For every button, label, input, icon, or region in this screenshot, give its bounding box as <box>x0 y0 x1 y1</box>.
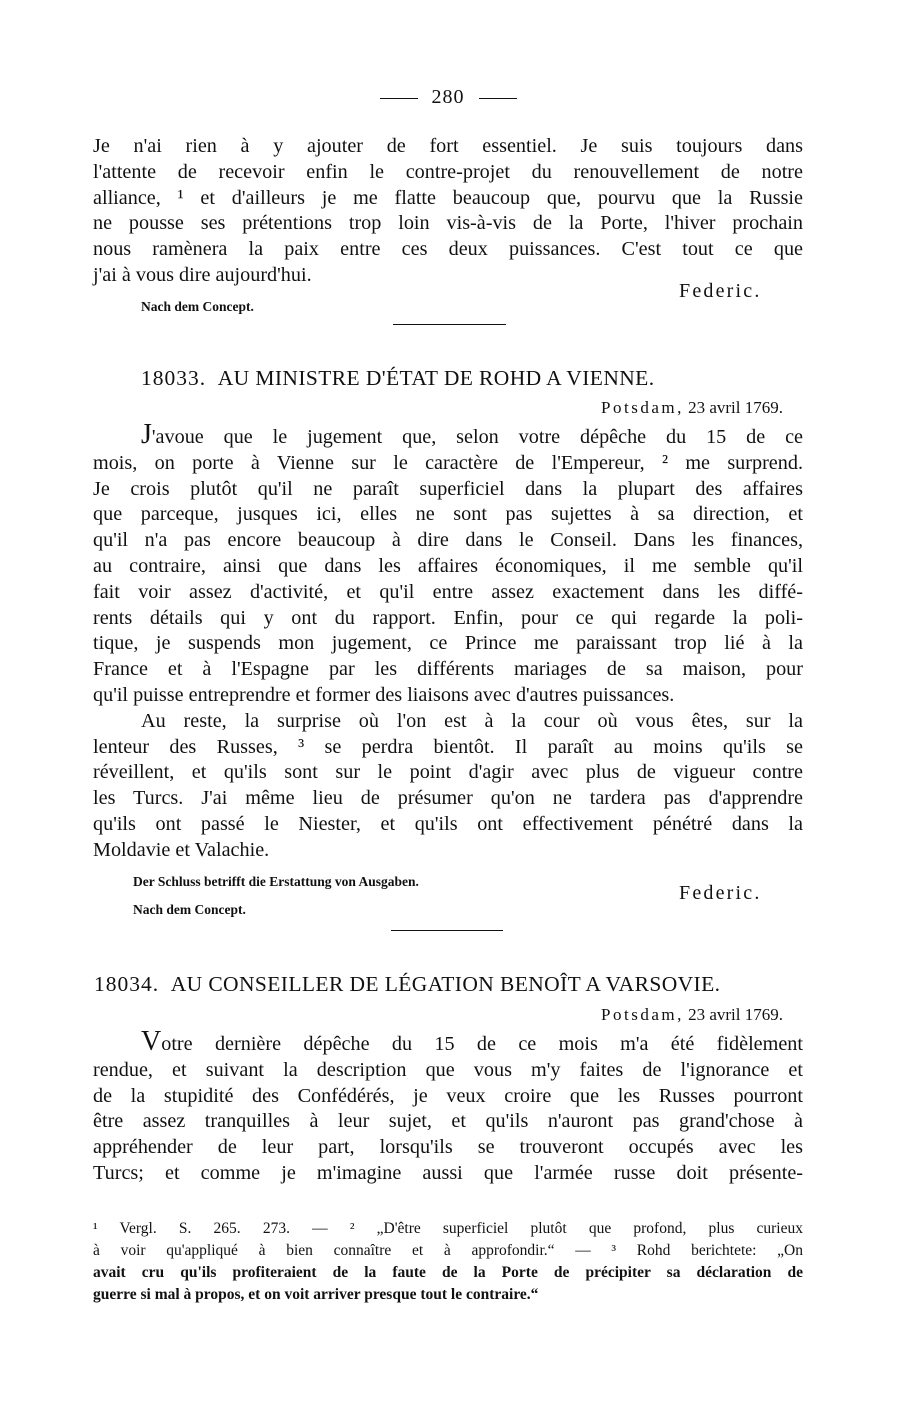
footnote-line: ¹ Vergl. S. 265. 273. — ² „D'être superficiel plutôt que profond, plus curieux <box>93 1220 803 1237</box>
signature: Federic. <box>679 280 762 302</box>
letter-title: AU CONSEILLER DE LÉGATION BENOÎT A VARSOVIE. <box>170 972 721 996</box>
header-dash-left <box>380 98 418 99</box>
letter-number: 18034. <box>94 972 160 996</box>
text-line: Au reste, la surprise où l'on est à la cour où vous êtes, sur la <box>141 709 803 732</box>
letter-number: 18033. <box>141 366 207 390</box>
text-line: être assez tranquilles à leur sujet, et qu'ils n'auront pas grand'chose à <box>93 1110 803 1133</box>
text-line: ne pousse ses prétentions trop loin vis-à-vis de la Porte, l'hiver prochain <box>93 212 803 235</box>
text-line: France et à l'Espagne par les différents mariages de sa maison, pour <box>93 658 803 681</box>
letter-body <box>93 419 803 864</box>
text-line: nous ramènera la paix entre ces deux puissances. C'est tout ce que <box>93 238 803 261</box>
footnote-line: à voir qu'appliqué à bien connaître et à approfondir.“ — ³ Rohd berichtete: „On <box>93 1242 803 1259</box>
text-line: l'attente de recevoir enfin le contre-projet du renouvellement de notre <box>93 160 803 183</box>
text-line: au contraire, ainsi que dans les affaires économiques, il me semble qu'il <box>93 554 803 577</box>
text-line: de la stupidité des Confédérés, je veux croire que les Russes pourront <box>93 1084 803 1107</box>
dateline-date: 23 avril 1769. <box>688 398 783 417</box>
text-line: qu'ils ont passé le Niester, et qu'ils ont effectivement pénétré dans la <box>93 812 803 835</box>
letter-title: AU MINISTRE D'ÉTAT DE ROHD A VIENNE. <box>217 366 655 390</box>
text-line: que parceque, jusques ici, elles ne sont pas sujettes à sa direction, et <box>93 503 803 526</box>
text-line: Votre dernière dépêche du 15 de ce mois m'a été fidèlement <box>141 1026 803 1057</box>
drop-cap: J <box>141 419 152 450</box>
footnote-line: guerre si mal à propos, et on voit arriver presque tout le contraire.“ <box>93 1286 539 1303</box>
source-note: Nach dem Concept. <box>141 299 254 314</box>
opening-paragraph <box>93 134 803 289</box>
text-line: Je crois plutôt qu'il ne paraît superficiel dans la plupart des affaires <box>93 477 803 500</box>
text-line: mois, on porte à Vienne sur le caractère de l'Empereur, ² me surprend. <box>93 451 803 474</box>
signature: Federic. <box>679 882 762 904</box>
letter-heading <box>141 366 654 391</box>
footnotes <box>93 1218 803 1306</box>
dateline <box>601 1005 783 1025</box>
text-line: qu'il n'a pas encore beaucoup à dire dans le Conseil. Dans les finances, <box>93 529 803 552</box>
text-line: Je n'ai rien à y ajouter de fort essentiel. Je suis toujours dans <box>93 135 803 157</box>
letter-body <box>93 1026 803 1187</box>
page-header <box>93 86 803 109</box>
source-note: Nach dem Concept. <box>133 902 246 917</box>
text-line: lenteur des Russes, ³ se perdra bientôt. Il paraît au moins qu'ils se <box>93 735 803 758</box>
dateline <box>601 398 783 418</box>
text-line: rents détails qui y ont du rapport. Enfin, pour ce qui regarde la poli- <box>93 606 803 629</box>
text-line: qu'il puisse entreprendre et former des liaisons avec d'autres puissances. <box>93 683 675 706</box>
dateline-place: Potsdam, <box>601 1005 684 1024</box>
drop-cap: V <box>141 1026 162 1057</box>
text-line: fait voir assez d'activité, et qu'il entre assez exactement dans les diffé- <box>93 580 803 603</box>
text-line: Moldavie et Valachie. <box>93 838 270 861</box>
section-divider <box>393 324 506 325</box>
section-divider <box>391 930 503 931</box>
text-line: rendue, et suivant la description que vous m'y faites de l'ignorance et <box>93 1058 803 1081</box>
footnote-line: avait cru qu'ils profiteraient de la faute de la Porte de précipiter sa déclaration de <box>93 1264 803 1281</box>
text-line: Turcs; et comme je m'imagine aussi que l'armée russe doit présente- <box>93 1161 803 1184</box>
text-line: J'avoue que le jugement que, selon votre dépêche du 15 de ce <box>141 419 803 450</box>
page-number: 280 <box>431 86 465 108</box>
text-line: les Turcs. J'ai même lieu de présumer qu'on ne tardera pas d'apprendre <box>93 787 803 810</box>
text-line: j'ai à vous dire aujourd'hui. <box>93 263 312 286</box>
summary-note: Der Schluss betrifft die Erstattung von Ausgaben. <box>133 874 419 889</box>
text-line: alliance, ¹ et d'ailleurs je me flatte beaucoup que, pourvu que la Russie <box>93 186 803 209</box>
dateline-place: Potsdam, <box>601 398 684 417</box>
text-line: tique, je suspends mon jugement, ce Prince me paraissant trop lié à la <box>93 632 803 655</box>
dateline-date: 23 avril 1769. <box>688 1005 783 1024</box>
letter-heading <box>94 972 720 997</box>
header-dash-right <box>479 98 517 99</box>
text-line: réveillent, et qu'ils sont sur le point d'agir avec plus de vigueur contre <box>93 761 803 784</box>
text-line: appréhender de leur part, lorsqu'ils se trouveront occupés avec les <box>93 1136 803 1159</box>
